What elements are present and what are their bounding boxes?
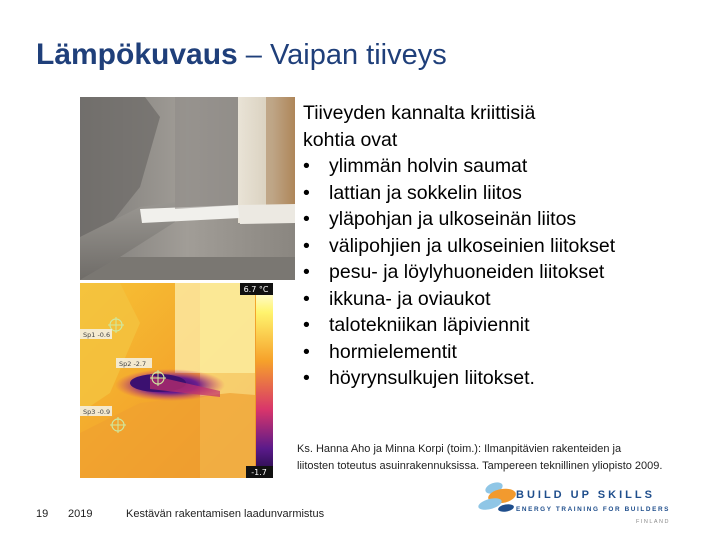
bullet-item: • lattian ja sokkelin liitos — [303, 180, 615, 207]
bullet-item: • pesu- ja löylyhuoneiden liitokset — [303, 259, 615, 286]
temp-min-label: -1.7 — [251, 468, 267, 477]
logo-line-1: BUILD UP SKILLS — [516, 489, 655, 501]
bullet-item: • talotekniikan läpiviennit — [303, 312, 615, 339]
intro-line-1: Tiiveyden kannalta kriittisiä — [303, 102, 536, 124]
reference-note — [297, 441, 662, 475]
bullet-item: • välipohjien ja ulkoseinien liitokset — [303, 233, 615, 260]
bullet-item: • hormielementit — [303, 339, 615, 366]
bullet-item: • ikkuna- ja oviaukot — [303, 286, 615, 313]
slide-title — [36, 38, 447, 72]
bullet-item: • höyrynsulkujen liitokset. — [303, 365, 615, 392]
wall-floor-photo — [80, 97, 295, 280]
temp-max-label: 6.7 °C — [243, 285, 269, 294]
reference-line-1: Ks. Hanna Aho ja Minna Korpi (toim.): Ilmanpitävien rakenteiden ja — [297, 443, 622, 455]
title-main: Lämpökuvaus — [36, 38, 238, 71]
body-text — [303, 100, 615, 392]
bullet-list — [303, 153, 615, 392]
intro-line-2: kohtia ovat — [303, 128, 398, 151]
footer-year: 2019 — [68, 508, 93, 520]
bullet-item: • yläpohjan ja ulkoseinän liitos — [303, 206, 615, 233]
bullet-item: • ylimmän holvin saumat — [303, 153, 615, 180]
spot-label-3: Sp3 -0.9 — [83, 408, 111, 416]
logo-line-3: FINLAND — [635, 519, 670, 525]
spot-label-2: Sp2 -2.7 — [119, 360, 147, 368]
spot-label-1: Sp1 -0.6 — [83, 331, 111, 339]
footer-caption: Kestävän rakentamisen laadunvarmistus — [126, 508, 325, 520]
thermal-image — [80, 283, 273, 478]
reference-line-2: liitosten toteutus asuinrakennuksissa. Tampereen teknillinen yliopisto 2009. — [297, 460, 663, 472]
title-sub: – Vaipan tiiveys — [237, 39, 447, 71]
logo-line-2: ENERGY TRAINING FOR BUILDERS — [516, 506, 671, 513]
logo-mark-icon — [477, 480, 517, 513]
build-up-skills-logo — [472, 478, 692, 528]
page-number: 19 — [36, 508, 49, 520]
